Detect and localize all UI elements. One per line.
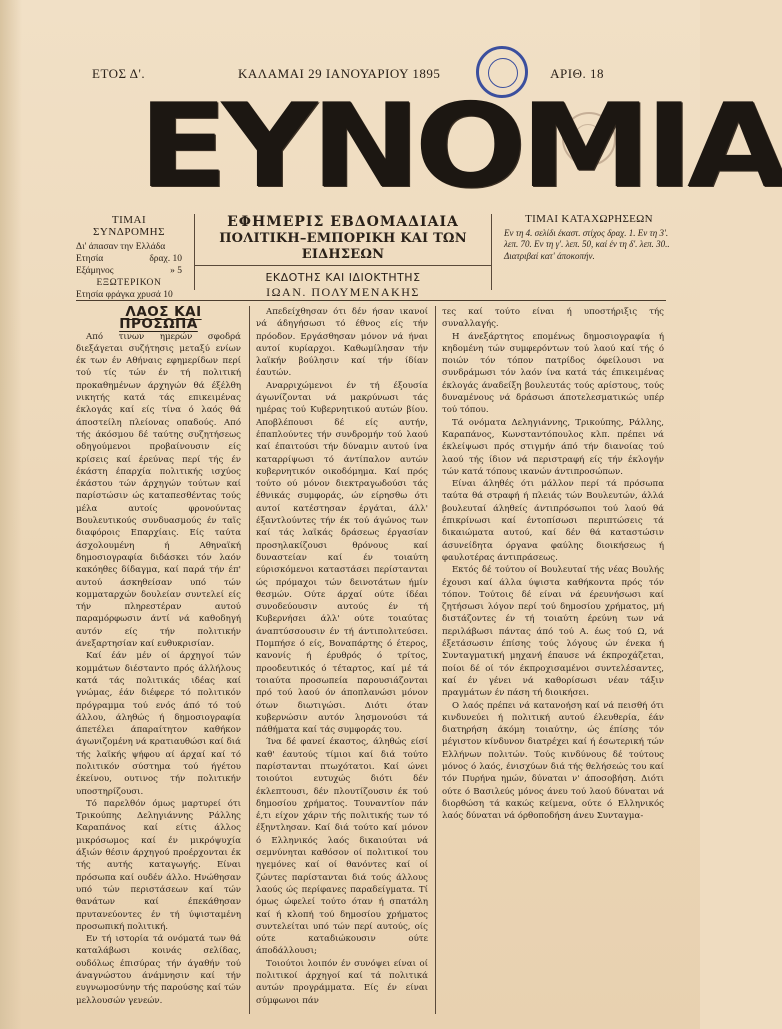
subscription-row	[76, 265, 182, 277]
sub-header	[76, 213, 670, 300]
subscription-value: δραχ. 10	[149, 254, 182, 264]
subscription-value: » 5	[170, 266, 182, 276]
paragraph: Απεδείχθησαν ότι δέν ήσαν ικανοί νά άδηγήσωσι τό έθνος είς τήν πρόοδον. Εργάσθησαν μόνον νά ήναι αυτοί κυρίαρχοι. Καθωμίλησαν τήν λαϊκήν βούλησιν καί τήν ίδίαν έαυτών.	[256, 307, 428, 379]
paragraph: Από τινων ημερών σφοδρά διεξάγεται συζήτησις μεταξύ ενίων έκ των έν Αθήναις εφημερίδων περί τού τίς τών έν τή πολιτική προκαθημένων άρχηγών θά έξέλθη νικητής κατά τάς επικειμένας έκλογάς καί είς τίνα ό λαός θά άποστείλη πλείονας οπαδούς. Από τής άκόσμου δέ ταύτης συζητήσεως οδηγούμενοι προβαίνουσιν είς κρίσεις καί έρεύνας περί τής έν έκάστη έπαρχία πολιτικής ισχύος έκάστου τών άρχηγών τούτων καί παρίστώσιν ώς καταπεσθέντας τούς μέλα αυτοίς φρονούντας Βουλευτικούς συνδυασμούς έν ταϊς διαφόροις Επαρχίαις. Είς ταύτα άσχολουμένη ή Αθηναϊκή δημοσιογραφία διδάσκει τόν λαόν κακόηθες δίδαγμα, καί παρά τήν έπ' αυτού άσκηθείσαν υπό τών κομματαρχών δουλείαν συντελεί είς τήν πληρεστέραν αυτού παραμόρφωσιν άντί νά καθοδηγή αυτόν είς τήν πολιτικήν άνεξαρτησίαν καί ευθυκρισίαν.	[76, 331, 241, 650]
column-divider	[249, 306, 250, 1014]
paragraph: Η άνεξάρτητος επομένως δημοσιογραφία ή κηδομένη τών συμφερόντων τού λαού καί τής ό ποιών τόν τόπον πατρίδος όφείλουσι να συνδράμωσι τόν λαόν ίνα κατά τάς έπικειμένας έκλογάς άναδείξη βουλευτάς τούς αρίστους, τούς δυναμένους νά δράσωσι άποτελεσματικώς υπέρ τού τόπου.	[442, 331, 664, 416]
ad-rates-text: Εν τη 4. σελίδι έκαστ. στίχος δραχ. 1. Εν τη 3'. λεπ. 70. Εν τη γ'. λεπ. 50, καί έν τη δ'. λεπ. 30.. Διατριβαί κατ' άποκοπήν.	[504, 227, 670, 261]
subscription-title: ΤΙΜΑΙ ΣΥΝΔΡΟΜΗΣ	[92, 214, 166, 238]
subscription-box	[76, 214, 182, 301]
article-headline: ΛΑΟΣ ΚΑΙ ΠΡΟΣΩΠΑ	[119, 304, 202, 333]
header-rule	[76, 300, 666, 301]
subscription-row	[76, 253, 182, 265]
paragraph: Τά ονόματα Δεληγιάννης, Τρικούπης, Ράλλης, Καραπάνος, Κωνσταντόπουλος κλπ. πρέπει νά έκλείψωσι πρός στιγμήν άπό τήν διανοίας τού λαού τής ίδιον νά περιστραφή είς τήν έκλογήν τών κατά τόπους ικανών άντιπροσώπων.	[442, 417, 664, 477]
column-divider	[435, 306, 436, 1014]
paragraph: Ο λαός πρέπει νά κατανοήση καί νά πεισθή ότι κινδυνεύει ή πολιτική αυτού έλευθερία, έάν διατηρήση άκόμη τοιαύτην, ώς έπίσης τόν μέγιστον κίνδυνον διατρέχει καί ή έσωτερική τών Ελλήνων πολιτών. Τούς κινδύνους δέ τούτους μόνος ό λαός, ένισχύων διά τής θελήσεώς του καί τόν Πυρήνα ημών, δύναται ν' άποσοβήση. Διότι ούτε ό Βασιλεύς μόνος άνευ τού λαού δύναται νά διορθώση τά κακώς κείμενα, ούτε ό Ελληνικός λαός δύναται νά όρθοποδήση άνευ Συνταγμα-	[442, 700, 664, 822]
paragraph: Καί έάν μέν οί άρχηγοί τών κομμάτων διέσταντο πρός άλλήλους κατά τάς πολιτικάς ιδέας καί γνώμας, έάν διέφερε τό πολιτικόν πρόγραμμα τού ενός άπό τό τού άλλου, άληθώς ή δημοσιογραφία άπετέλει άπαραίτητον καθήκον άγωνιζομένη νά κρατιαυθώσι καί διά τής λαϊκής ψήφου αί άρχαί καί τό πολιτικόν σύστημα τού ήγέτου έκείνου, ουτινος τήν πολιτικήν υποστηρίζουσι.	[76, 651, 241, 797]
ad-rates-box	[504, 214, 674, 262]
subscription-label: Εξάμηνος	[76, 266, 114, 276]
publisher-label: ΕΚΔΟΤΗΣ ΚΑΙ ΙΔΙΟΚΤΗΤΗΣ	[265, 271, 421, 284]
paper-subtitle: ΠΟΛΙΤΙΚΗ–ΕΜΠΟΡΙΚΗ ΚΑΙ ΤΩΝ ΕΙΔΗΣΕΩΝ	[195, 231, 491, 266]
article-columns	[76, 306, 664, 1014]
publisher-name: ΙΩΑΝ. ΠΟΛΥΜΕΝΑΚΗΣ	[266, 285, 420, 299]
column-2	[256, 306, 428, 1014]
center-header	[194, 214, 492, 299]
column-1	[76, 306, 241, 1014]
paragraph: τες καί τούτο είναι ή υποστήριξις τής συναλλαγής.	[442, 307, 664, 330]
issue-date: ΚΑΛΑΜΑΙ 29 ΙΑΝΟΥΑΡΙΟΥ 1895	[238, 66, 441, 81]
paragraph: Αναρριχώμενοι έν τή έξουσία άγωνίζονται νά μακρύνωσι τάς ημέρας τού Κυβερνητικού αυτών βίου. Αποβλέπουσι δέ είς αυτήν, έπαπλούντες τήν συνδρομήν τού λαού καί έπαιτούσι τήν δύναμιν αυτού ίνα καταρρίψωσι τό άντίπαλον αυτών κυβερνητικόν οικοδόμημα. Καί πρός τούτο ού μόνον διεκτραγωδούσι τάς έθνικάς συμφοράς, ών είρησθω ότι αυτοί κατέστησαν έργάται, άλλ' έξαντλούντες τήν έκ τού άγώνος των καί τάς λαϊκάς δράσεως έργασίαν προσηλακίζουσι θρόνους καί δυναστείαν καί έν τοιαύτη εύρισκόμενοι καταστάσει περίστανται ώς πρόμαχοι τών δεινοτάτων ήμίν θεσμών. Ούτε άρχαί ούτε ίδέαι συνοδεύουσιν αυτούς έν τή Κυβερνήσει άλλ' ούτε τοιαύτας άναπτύσσουσιν έν τή άντιπολιτεύσει. Πομπήσε ό είς, Βοναπάρτης ό έτερος, κανονίς ή έρυθρός ό τρίτος, προοδευτικός ό τέταρτος, καί μέ τά τοιαύτα προσωπεία παρουσιάζονται πρό τού λαού όν άποπλανώσι μόνον ότων διωτιγώσι. Διότι όταν κυβερνώσιν αυτόν λησμονούσι τά πάθήματα καί τάς συμφοράς του.	[256, 380, 428, 736]
paragraph: Εκτός δέ τούτου οί Βουλευταί τής νέας Βουλής έχουσι καί άλλα ύψιστα καθήκοντα πρός τόν τόπον. Τούτοις δέ είναι νά έρευνήσωσι καί ζητήσωσι λόγον περί τού δημοσίου χρήματος, μή διστάζοντες έν τή τοιαύτη έρεύνη των νά περιλάβωσι πάντας άπό τού Α. έως τού Ω, νά έξετάσωσιν έπίσης τούς λόγους ών ένεκα ή Συνταγματική μηχανή έπαυσε νά έκπροχάζεται, ποίοι δέ οί τόν έκπροχισαμένοι συντελέσαντες, καί έν γένει νά καθορίσωσι νέαν τάξιν πραγμάτων έν πάση τή διοικήσει.	[442, 565, 664, 699]
issue-year: ΕΤΟΣ Δ'.	[92, 66, 146, 81]
paragraph: Εν τή ιστορία τά ονόματά των θά καταλάβωσι κοινάς σελίδας, ουδόλως έπισύρας τήν άγαθήν τού άναγνώστου άνάμνησιν καί τήν ευγνωμοσύνην τής παρούσης καί τών μελλουσών γενεών.	[76, 934, 241, 1006]
foreign-title: ΕΞΩΤΕΡΙΚΟΝ	[96, 278, 162, 288]
paragraph: Τό παρελθόν όμως μαρτυρεί ότι Τρικούπης Δεληγιάννης Ράλλης Καραπάνος καί είτις άλλος μικρόσωμος καί έν μικρόψυχία άξιών θέσιν άρχηγού προέρχονται έκ τής αυτής καταγωγής. Είναι πρόσωπα καί ουδέν άλλο. Ηνώθησαν υπό τών περιστάσεων καί τών θανάτων καί έπεκάθησαν πρυτανεύοντες έν τή ύψισταμένη προσωπική πολιτική.	[76, 798, 241, 932]
foreign-price: Ετησία φράγκα χρυσά 10	[76, 290, 173, 300]
masthead-title: ΕΥΝΟΜΙΑ	[138, 79, 782, 214]
subscription-label: Ετησία	[76, 254, 104, 264]
column-3	[442, 306, 664, 1014]
subscription-intro: Δι' άπασαν την Ελλάδα	[76, 242, 166, 252]
paper-type: ΕΦΗΜΕΡΙΣ ΕΒΔΟΜΑΔΙΑΙΑ	[227, 214, 459, 230]
paragraph: Είναι άληθές ότι μάλλον περί τά πρόσωπα ταύτα θά στραφή ή πλειάς τών Βουλευτών, άλλά βουλευταί άληθείς άντιπρόσωποι τού λαού θά έπικρίνωσι καί έντοπίσωσι περιπτώσεις τά δικαιώματα αυτού, καί δέν θά καταστώσιν άσυνείδητα όργανα φαύλης διοικήσεως ή φαυλοτέρας άντιπράσεως.	[442, 479, 664, 563]
ad-rates-title: ΤΙΜΑΙ ΚΑΤΑΧΩΡΗΣΕΩΝ	[525, 213, 653, 225]
issue-number: ΑΡΙΘ. 18	[550, 66, 604, 81]
paragraph: Ίνα δέ φανεί έκαστος, άληθώς είσί καθ' έαυτούς τίμιοι καί διά τούτο παρίστανται πτωχότατοι. Καί ώνει τοιούτοι ευτυχώς διότι δέν έκλεπτουσι, δέν πλουτίζουσιν έκ τού δημοσίου χρήματος. Τουναντίον πάν έ,τι είχον χάριν τής πολιτικής των τό έξηντλησαν. Καί διά τούτο καί μόνον ό Ελληνικός λαός δικαιούται νά σεμνύνηται καθόσον οί πολιτικοί του ηγεμόνες καί οί θανόντες καί οί ζώντες παρίστανται διά τούς άλλους λαούς ώς περίφανες παραδείγματα. Τί όμως ώφελεί τούτο όταν ή σπατάλη καί ή κλοπή τού δημοσίου χρήματος συντελείται υπό τών περί αυτούς, οίς ούτε καταδιώκουσιν ούτε άποδάλλουσι;	[256, 737, 428, 957]
paragraph: Τοιούτοι λοιπόν έν συνόψει είναι οί πολιτικοί άρχηγοί καί τά πολιτικά αυτών προγράμματα. Είς έν είναι σύμφωνοι πάν	[256, 958, 428, 1006]
